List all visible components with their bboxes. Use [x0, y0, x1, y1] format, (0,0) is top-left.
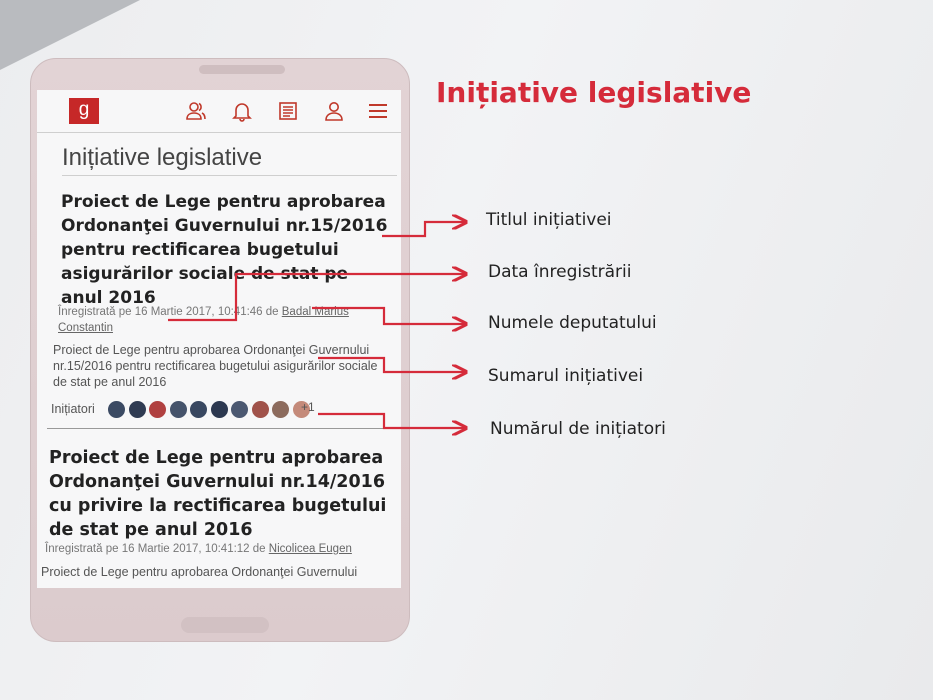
- annotation-summary: Sumarul inițiativei: [488, 366, 644, 386]
- initiative-summary: Proiect de Lege pentru aprobarea Ordonanţei Guvernului nr.15/2016 pentru rectificarea bugetului asigurărilor sociale de stat pe anul 2016: [53, 343, 378, 389]
- arrow-deputy: [312, 308, 466, 324]
- registration-date: Înregistrată pe 16 Martie 2017, 10:41:46 de: [58, 306, 282, 318]
- annotation-deputy: Numele deputatului: [488, 313, 657, 333]
- initiative-title[interactable]: Proiect de Lege pentru aprobarea Ordonanţei Guvernului nr.15/2016 pentru rectificarea bugetului asigurărilor sociale de stat pe anul 2016: [61, 192, 388, 308]
- arrow-title: [382, 222, 466, 236]
- page-heading: Inițiative legislative: [436, 76, 752, 109]
- annotation-title: Titlul inițiativei: [486, 210, 612, 230]
- initiative-title[interactable]: Proiect de Lege pentru aprobarea Ordonanţei Guvernului nr.14/2016 cu privire la rectificarea bugetului de stat pe anul 2016: [49, 448, 387, 540]
- screen-title: Inițiative legislative: [62, 144, 263, 171]
- app-logo[interactable]: g: [69, 98, 99, 124]
- arrow-summary: [318, 358, 466, 372]
- initiators-more-count[interactable]: +1: [301, 400, 315, 414]
- deputy-name-link[interactable]: Nicolicea Eugen: [268, 543, 352, 555]
- arrow-count: [318, 414, 466, 428]
- annotation-date: Data înregistrării: [488, 262, 632, 282]
- initiative-summary: Proiect de Lege pentru aprobarea Ordonanţei Guvernului: [41, 565, 358, 579]
- arrow-date: [168, 274, 466, 320]
- registration-date: Înregistrată pe 16 Martie 2017, 10:41:12 de: [45, 543, 269, 555]
- initiators-label: Inițiatori: [51, 402, 95, 416]
- deputy-name-link[interactable]: Badal Marius Constantin: [58, 306, 349, 334]
- annotation-count: Numărul de inițiatori: [490, 419, 666, 439]
